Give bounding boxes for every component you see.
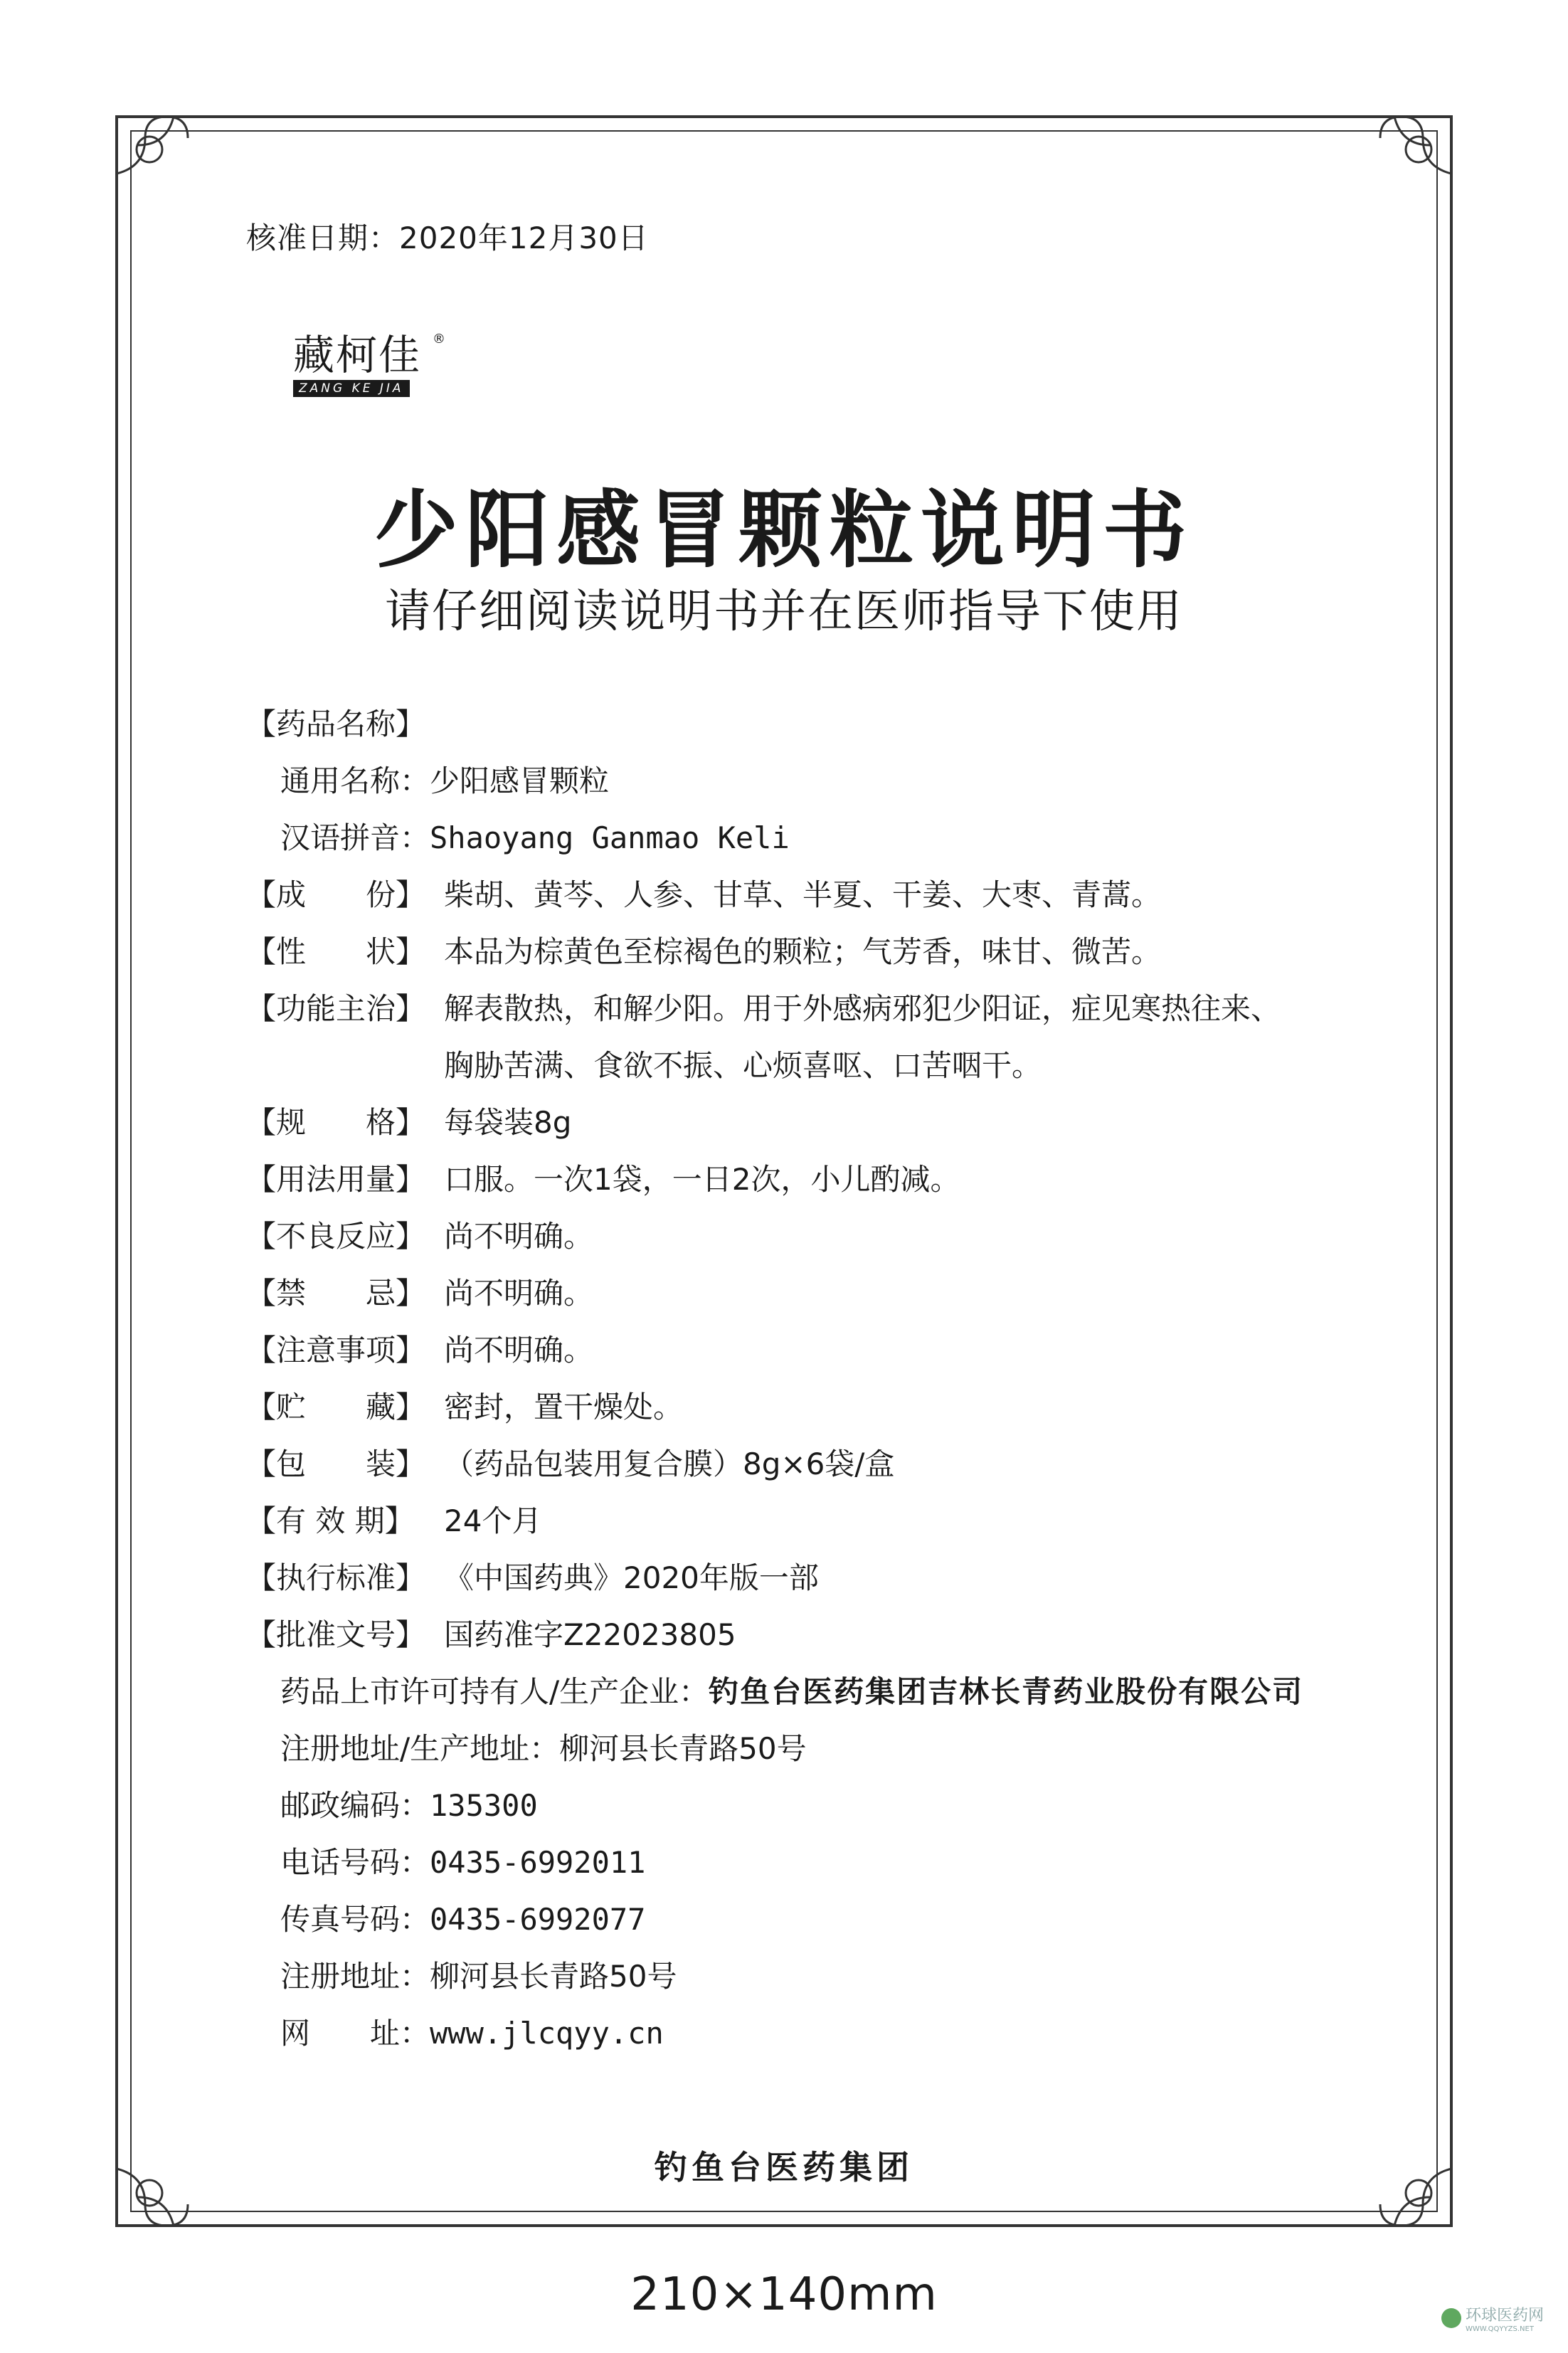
- leaf-icon: [1441, 2308, 1461, 2328]
- field-label: 传真号码：: [280, 1902, 430, 1937]
- section-label: 【成 份】: [246, 877, 426, 912]
- approval-number: 国药准字Z22023805: [444, 1617, 736, 1652]
- ingredients: 柴胡、黄芩、人参、甘草、半夏、干姜、大枣、青蒿。: [444, 877, 1162, 912]
- section-label: 【药品名称】: [246, 707, 426, 741]
- indications-line-1: 解表散热，和解少阳。用于外感病邪犯少阳证，症见寒热往来、: [444, 991, 1281, 1026]
- section-label: 【包 装】: [246, 1447, 426, 1481]
- field-label: 邮政编码：: [280, 1788, 430, 1823]
- website-row: [246, 2005, 1384, 2062]
- precautions-row: [246, 1322, 1384, 1379]
- fax-row: [246, 1891, 1384, 1948]
- phone: 0435-6992011: [430, 1845, 646, 1880]
- section-label: 【不良反应】: [246, 1219, 426, 1254]
- adverse-reactions: 尚不明确。: [444, 1219, 594, 1254]
- common-name: 少阳感冒颗粒: [430, 763, 610, 798]
- storage-row: [246, 1379, 1384, 1436]
- validity: 24个月: [444, 1503, 542, 1538]
- document-subtitle: 请仔细阅读说明书并在医师指导下使用: [385, 586, 1183, 638]
- logo-chinese: 藏柯佳: [293, 331, 422, 379]
- storage: 密封，置干燥处。: [444, 1390, 684, 1424]
- watermark: [1441, 2303, 1544, 2333]
- logo-english: ZANG KE JIA: [293, 380, 410, 397]
- section-label: 【功能主治】: [246, 991, 426, 1026]
- pinyin-row: [246, 810, 1384, 867]
- field-label: 药品上市许可持有人/生产企业：: [280, 1674, 709, 1709]
- contraindications: 尚不明确。: [444, 1276, 594, 1311]
- ingredients-row: [246, 867, 1384, 924]
- section-label: 【执行标准】: [246, 1560, 426, 1595]
- approval-date: 核准日期：2020年12月30日: [246, 221, 649, 255]
- package-row: [246, 1436, 1384, 1493]
- contraindications-row: [246, 1265, 1384, 1322]
- standard-row: [246, 1550, 1384, 1607]
- watermark-sub: WWW.QQYYZS.NET: [1465, 2325, 1534, 2333]
- fax: 0435-6992077: [430, 1902, 646, 1937]
- phone-row: [246, 1834, 1384, 1891]
- instruction-body: [246, 696, 1384, 2062]
- field-label: 通用名称：: [280, 763, 430, 798]
- website: www.jlcqyy.cn: [430, 2016, 664, 2051]
- address: 柳河县长青路50号: [430, 1959, 677, 1994]
- section-label: 【用法用量】: [246, 1162, 426, 1197]
- field-label: 注册地址/生产地址：: [280, 1731, 560, 1766]
- field-label: 注册地址：: [280, 1959, 430, 1994]
- section-label: 【有 效 期】: [246, 1503, 415, 1538]
- document-title: 少阳感冒颗粒说明书: [374, 480, 1194, 579]
- field-label: 电话号码：: [280, 1845, 430, 1880]
- section-label: 【禁 忌】: [246, 1276, 426, 1311]
- standard: 《中国药典》2020年版一部: [444, 1560, 819, 1595]
- spec: 每袋装8g: [444, 1105, 572, 1140]
- character-row: [246, 924, 1384, 980]
- drug-name-row: [246, 696, 1384, 753]
- field-label: 汉语拼音：: [280, 820, 430, 855]
- watermark-text: 环球医药网: [1465, 2307, 1544, 2325]
- usage: 口服。一次1袋，一日2次，小儿酌减。: [444, 1162, 960, 1197]
- section-label: 【性 状】: [246, 934, 426, 969]
- section-label: 【贮 藏】: [246, 1390, 426, 1424]
- footer-brand: 钓鱼台医药集团: [655, 2148, 913, 2187]
- section-label: 【批准文号】: [246, 1617, 426, 1652]
- size-note: 210×140mm: [630, 2268, 938, 2321]
- postcode: 135300: [430, 1788, 538, 1823]
- validity-row: [246, 1493, 1384, 1550]
- indications-row: [246, 980, 1384, 1037]
- registered-mark: ®: [433, 332, 445, 347]
- postcode-row: [246, 1777, 1384, 1834]
- reg-address: 柳河县长青路50号: [559, 1731, 807, 1766]
- pinyin: Shaoyang Ganmao Keli: [430, 820, 790, 855]
- holder: 钓鱼台医药集团吉林长青药业股份有限公司: [709, 1674, 1304, 1709]
- adverse-row: [246, 1208, 1384, 1265]
- reg-address-row: [246, 1720, 1384, 1777]
- address-row: [246, 1948, 1384, 2005]
- holder-row: [246, 1664, 1384, 1720]
- brand-logo: [293, 331, 445, 397]
- section-label: 【注意事项】: [246, 1333, 426, 1368]
- approval-number-row: [246, 1607, 1384, 1664]
- spec-row: [246, 1094, 1384, 1151]
- indications-row-continued: [246, 1037, 1384, 1094]
- precautions: 尚不明确。: [444, 1333, 594, 1368]
- package: （药品包装用复合膜）8g×6袋/盒: [444, 1447, 895, 1481]
- character: 本品为棕黄色至棕褐色的颗粒；气芳香，味甘、微苦。: [444, 934, 1162, 969]
- usage-row: [246, 1151, 1384, 1208]
- field-label: 网 址：: [280, 2016, 430, 2051]
- indications-line-2: 胸胁苦满、食欲不振、心烦喜呕、口苦咽干。: [444, 1048, 1042, 1083]
- section-label: 【规 格】: [246, 1105, 426, 1140]
- common-name-row: [246, 753, 1384, 810]
